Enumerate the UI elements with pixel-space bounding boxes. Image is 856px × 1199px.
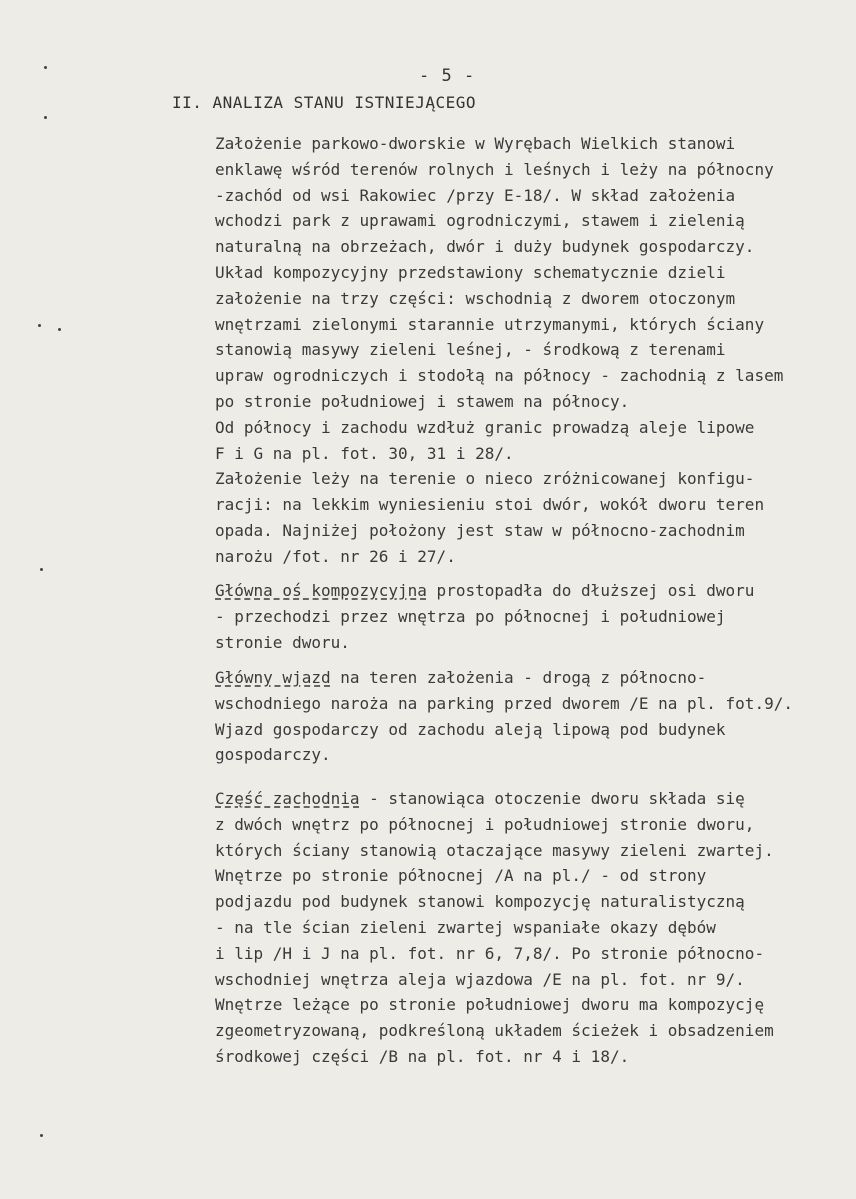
text-line: podjazdu pod budynek stanowi kompozycję naturalistyczną: [215, 892, 745, 912]
text-line: założenie na trzy części: wschodnią z dworem otoczonym: [215, 288, 736, 308]
text-line: naturalną na obrzeżach, dwór i duży budynek gospodarczy.: [215, 237, 755, 257]
text-line: i lip /H i J na pl. fot. nr 6, 7,8/. Po stronie północno-: [215, 943, 765, 963]
text-line: racji: na lekkim wyniesieniu stoi dwór, wokół dworu teren: [215, 495, 765, 515]
text-line: wchodzi park z uprawami ogrodniczymi, stawem i zielenią: [215, 211, 745, 231]
text-line: środkowej części /B na pl. fot. nr 4 i 18/.: [215, 1046, 630, 1066]
underlined-term: Główny wjazd: [215, 668, 331, 687]
text-line: [215, 665, 793, 691]
text-line: stronie dworu.: [215, 632, 350, 652]
text-line: Założenie leży na terenie o nieco zróżnicowanej konfigu-: [215, 469, 755, 489]
text-line: Układ kompozycyjny przedstawiony schematycznie dzieli: [215, 262, 726, 282]
paragraph-intro: [215, 131, 783, 570]
text-line: upraw ogrodniczych i stodołą na północy - zachodnią z lasem: [215, 366, 784, 386]
text-line: [215, 578, 754, 604]
text-line: Od północy i zachodu wzdłuż granic prowadzą aleje lipowe: [215, 417, 755, 437]
text-line: wschodniej wnętrza aleja wjazdowa /E na pl. fot. nr 9/.: [215, 969, 745, 989]
text-line: enklawę wśród terenów rolnych i leśnych i leży na północny: [215, 159, 774, 179]
text-line: -zachód od wsi Rakowiec /przy E-18/. W skład założenia: [215, 185, 736, 205]
text-line: stanowią masywy zieleni leśnej, - środkową z terenami: [215, 340, 726, 360]
margin-mark: [58, 328, 61, 331]
text-line: - przechodzi przez wnętrza po północnej i południowej: [215, 606, 726, 626]
underlined-term: Główna oś kompozycyjna: [215, 581, 427, 600]
text-fragment: na teren założenia - drogą z północno-: [330, 668, 707, 687]
paragraph-main-entrance: [215, 665, 793, 768]
text-fragment: - stanowiąca otoczenie dworu składa się: [359, 789, 745, 808]
margin-mark: [40, 568, 43, 571]
text-line: - na tle ścian zieleni zwartej wspaniałe okazy dębów: [215, 917, 716, 937]
text-line: z dwóch wnętrz po północnej i południowej stronie dworu,: [215, 814, 755, 834]
text-line: gospodarczy.: [215, 745, 331, 765]
text-line: wnętrzami zielonymi starannie utrzymanymi, których ściany: [215, 314, 765, 334]
text-line: Założenie parkowo-dworskie w Wyrębach Wielkich stanowi: [215, 134, 736, 153]
text-line: [215, 786, 774, 812]
text-line: Wnętrze po stronie północnej /A na pl./ - od strony: [215, 866, 707, 886]
margin-mark: [40, 1134, 43, 1137]
page-number: - 5 -: [419, 66, 476, 86]
margin-mark: [44, 66, 47, 69]
underlined-term: Część zachodnia: [215, 789, 360, 808]
text-line: opada. Najniżej położony jest staw w północno-zachodnim: [215, 520, 745, 540]
paragraph-main-axis: [215, 578, 754, 655]
margin-mark: [44, 116, 47, 119]
paragraph-western-part: [215, 786, 774, 1070]
margin-mark: [38, 324, 41, 327]
section-heading: II. ANALIZA STANU ISTNIEJĄCEGO: [172, 93, 476, 112]
text-line: F i G na pl. fot. 30, 31 i 28/.: [215, 443, 514, 463]
text-fragment: prostopadła do dłuższej osi dworu: [426, 581, 755, 600]
text-line: wschodniego naroża na parking przed dworem /E na pl. fot.9/.: [215, 693, 793, 713]
text-line: po stronie południowej i stawem na północy.: [215, 391, 630, 411]
text-line: narożu /fot. nr 26 i 27/.: [215, 546, 456, 566]
text-line: których ściany stanowią otaczające masywy zieleni zwartej.: [215, 840, 774, 860]
text-line: zgeometryzowaną, podkreśloną układem ścieżek i obsadzeniem: [215, 1021, 774, 1041]
text-line: Wjazd gospodarczy od zachodu aleją lipową pod budynek: [215, 719, 726, 739]
text-line: Wnętrze leżące po stronie południowej dworu ma kompozycję: [215, 995, 765, 1015]
